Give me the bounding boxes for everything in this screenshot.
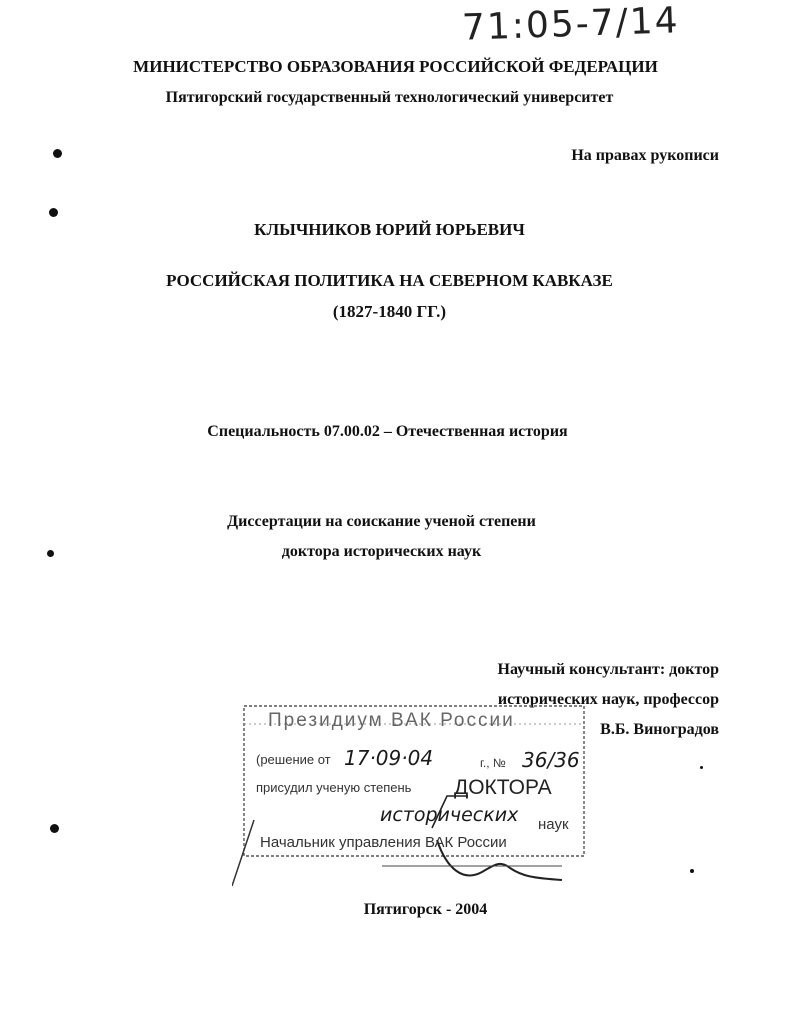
punch-hole-mark	[53, 149, 62, 158]
stamp-science-suffix: наук	[538, 816, 569, 833]
punch-hole-mark	[47, 550, 54, 557]
degree-line-1: Диссертации на соискание ученой степени	[227, 513, 536, 530]
stamp-awarded-degree: ДОКТОРА	[454, 776, 552, 799]
stamp-decision-number-label: г., №	[480, 756, 506, 770]
stamp-official-title: Начальник управления ВАК России	[260, 834, 507, 851]
stamp-decision-number: 36/36	[522, 748, 580, 772]
consultant-name: В.Б. Виноградов	[600, 721, 719, 738]
dissertation-years: (1827-1840 ГГ.)	[332, 302, 447, 321]
vak-approval-stamp	[232, 700, 592, 888]
scan-speck	[700, 766, 703, 769]
specialty: Специальность 07.00.02 – Отечественная история	[207, 423, 568, 440]
city-year: Пятигорск - 2004	[363, 901, 488, 918]
manuscript-note: На правах рукописи	[571, 147, 719, 164]
degree-line-2: доктора исторических наук	[281, 543, 482, 560]
dissertation-title: РОССИЙСКАЯ ПОЛИТИКА НА СЕВЕРНОМ КАВКАЗЕ	[166, 271, 613, 290]
stamp-header: Президиум ВАК России	[268, 710, 515, 731]
university-name: Пятигорский государственный технологический университет	[165, 89, 614, 106]
scan-speck	[690, 869, 694, 873]
stamp-science-field: исторических	[380, 804, 519, 826]
stamp-awarded-prefix: присудил ученую степень	[256, 780, 412, 795]
punch-hole-mark	[49, 208, 58, 217]
author-name: КЛЫЧНИКОВ ЮРИЙ ЮРЬЕВИЧ	[254, 220, 525, 239]
consultant-line-1: Научный консультант: доктор	[497, 661, 719, 678]
consultant-line-2: исторических наук, профессор	[497, 691, 719, 708]
stamp-decision-date: 17·09·04	[344, 746, 434, 770]
ministry-heading: МИНИСТЕРСТВО ОБРАЗОВАНИЯ РОССИЙСКОЙ ФЕДЕРАЦИИ	[133, 57, 658, 76]
archive-number-handwritten: 71:05-7/14	[461, 0, 681, 49]
punch-hole-mark	[50, 824, 59, 833]
stamp-decision-prefix: (решение от	[256, 752, 331, 767]
